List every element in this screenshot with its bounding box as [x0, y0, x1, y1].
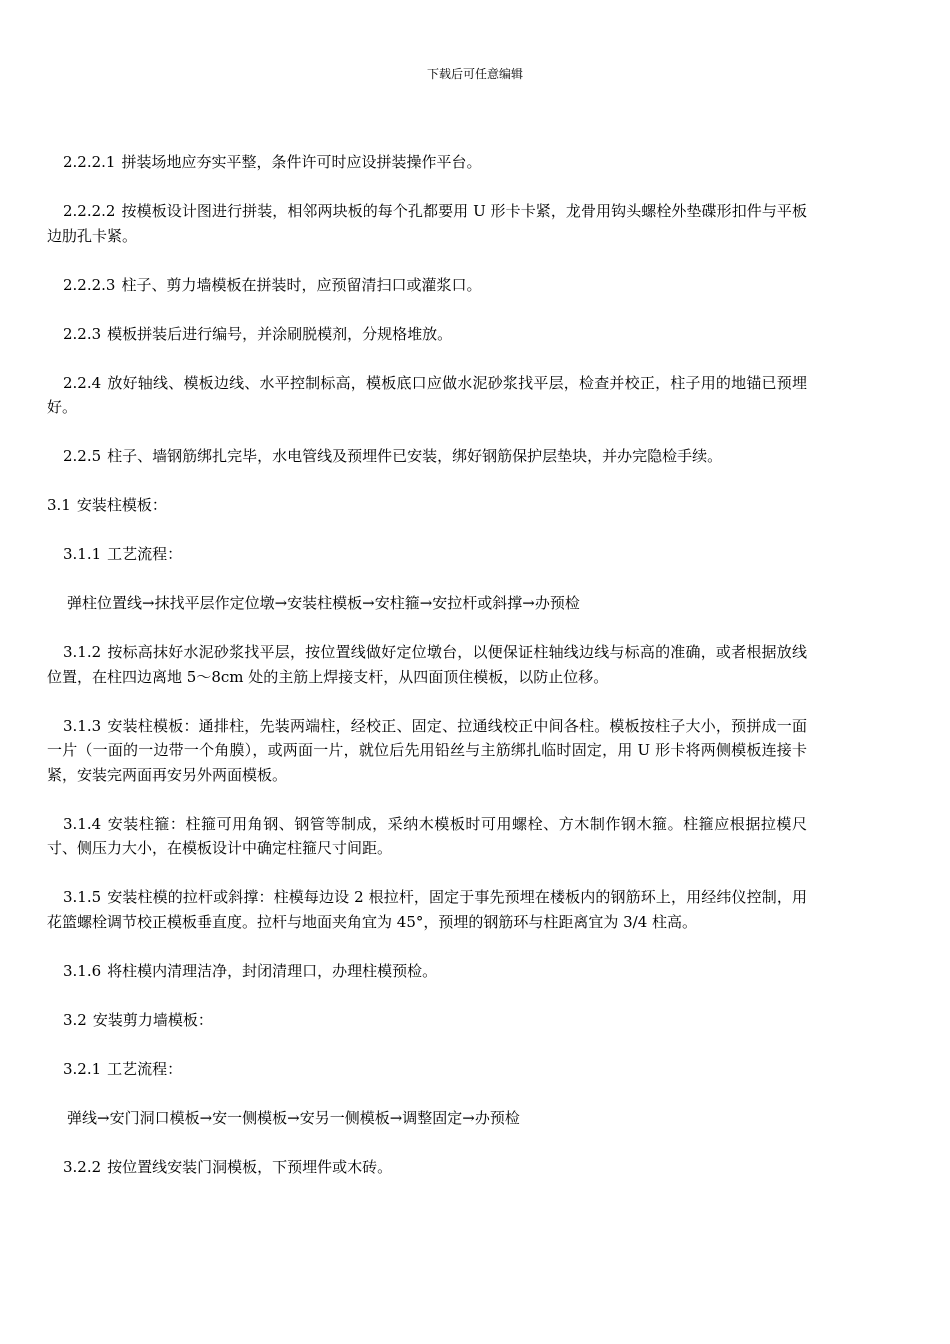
- paragraph-text: 安装柱箍：柱箍可用角钢、钢管等制成，采纳木模板时可用螺栓、方木制作钢木箍。柱箍应根据拉模尺寸、侧压力大小，在模板设计中确定柱箍尺寸间距。: [47, 814, 807, 857]
- paragraph: [47, 885, 807, 934]
- section-number: 3.1.5: [63, 888, 102, 906]
- paragraph: [47, 714, 807, 788]
- section-number: 2.2.4: [63, 373, 102, 392]
- paragraph: [47, 371, 807, 420]
- paragraph: [47, 959, 807, 984]
- section-number: 2.2.3: [63, 324, 102, 343]
- section-number: 2.2.2.3: [63, 275, 116, 294]
- paragraph: [47, 322, 807, 347]
- paragraph: [47, 493, 807, 518]
- paragraph: [47, 1155, 807, 1180]
- section-number: 3.1.6: [63, 961, 102, 980]
- paragraph: [47, 1057, 807, 1082]
- paragraph-text: 模板拼装后进行编号，并涂刷脱模剂，分规格堆放。: [107, 324, 453, 343]
- section-number: 3.1.2: [63, 643, 102, 661]
- section-number: 3.1.1: [63, 545, 102, 563]
- paragraph-text: 按模板设计图进行拼装，相邻两块板的每个孔都要用 U 形卡卡紧，龙骨用钩头螺栓外垫碟形扣件与平板边肋孔卡紧。: [47, 202, 807, 245]
- paragraph-text: 按位置线安装门洞模板，下预埋件或木砖。: [107, 1157, 393, 1176]
- section-number: 3.2: [63, 1010, 87, 1029]
- paragraph: [47, 273, 807, 298]
- document-body: [47, 150, 807, 1204]
- paragraph-text: 柱子、墙钢筋绑扎完毕，水电管线及预埋件已安装，绑好钢筋保护层垫块，并办完隐检手续。: [107, 447, 723, 465]
- paragraph-text: 放好轴线、模板边线、水平控制标高，模板底口应做水泥砂浆找平层，检查并校正，柱子用的地锚已预埋好。: [47, 373, 807, 416]
- paragraph: [47, 640, 807, 689]
- paragraph: [47, 199, 807, 248]
- section-number: 2.2.2.2: [63, 202, 116, 220]
- section-number: 2.2.5: [63, 447, 102, 465]
- section-number: 3.2.1: [63, 1059, 102, 1078]
- paragraph-text: 安装柱模板：: [76, 496, 167, 514]
- paragraph: [47, 150, 807, 175]
- paragraph-text: 弹线→安门洞口模板→安一侧模板→安另一侧模板→调整固定→办预检: [67, 1108, 520, 1127]
- paragraph-text: 柱子、剪力墙模板在拼装时，应预留清扫口或灌浆口。: [121, 275, 482, 294]
- paragraph-text: 按标高抹好水泥砂浆找平层，按位置线做好定位墩台，以便保证柱轴线边线与标高的准确，或者根据放线位置，在柱四边离地 5～8cm 处的主筋上焊接支杆，从四面顶住模板，以防止位移。: [47, 643, 807, 686]
- paragraph: [47, 444, 807, 469]
- paragraph: [47, 542, 807, 567]
- paragraph: [47, 1106, 807, 1131]
- paragraph-text: 弹柱位置线→抹找平层作定位墩→安装柱模板→安柱箍→安拉杆或斜撑→办预检: [67, 594, 580, 612]
- section-number: 3.1: [47, 496, 71, 514]
- section-number: 3.1.3: [63, 716, 102, 735]
- paragraph-text: 安装剪力墙模板：: [92, 1010, 213, 1029]
- page-header: 下载后可任意编辑: [426, 67, 523, 81]
- paragraph-text: 工艺流程：: [107, 1059, 183, 1078]
- paragraph-text: 安装柱模板：通排柱，先装两端柱，经校正、固定、拉通线校正中间各柱。模板按柱子大小，预拼成一面一片（一面的一边带一个角膜），或两面一片，就位后先用铅丝与主筋绑扎临时固定，用 U 形卡将两侧模板连接卡紧，安装完两面再安另外两面模板。: [47, 716, 807, 784]
- paragraph-text: 安装柱模的拉杆或斜撑：柱模每边设 2 根拉杆，固定于事先预埋在楼板内的钢筋环上，用经纬仪控制，用花篮螺栓调节校正模板垂直度。拉杆与地面夹角宜为 45°，预埋的钢筋环与柱距离宜为 3/4 柱高。: [47, 888, 807, 931]
- section-number: 3.1.4: [63, 814, 102, 833]
- paragraph: [47, 1008, 807, 1033]
- paragraph: [47, 591, 807, 616]
- section-number: 2.2.2.1: [63, 153, 116, 171]
- paragraph-text: 工艺流程：: [107, 545, 183, 563]
- paragraph: [47, 812, 807, 861]
- paragraph-text: 拼装场地应夯实平整，条件许可时应设拼装操作平台。: [121, 153, 482, 171]
- section-number: 3.2.2: [63, 1157, 102, 1176]
- paragraph-text: 将柱模内清理洁净，封闭清理口，办理柱模预检。: [107, 961, 438, 980]
